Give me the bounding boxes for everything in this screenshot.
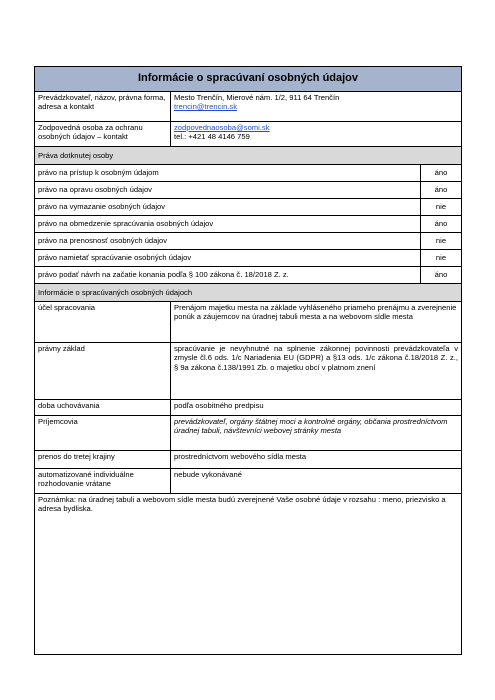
note-text: Poznámka: na úradnej tabuli a webovom sídle mesta budú zverejnené Vaše osobné údaje v rozsahu : meno, priezvisko a adresa bydliska. <box>35 494 462 655</box>
info-header-row <box>35 284 462 302</box>
recipients-value: prevádzkovateľ, orgány štátnej moci a kontrolné orgány, občania prostredníctvom úradnej tabuli, návštevníci webovej stránky mesta <box>171 416 462 451</box>
automated-decision-value: nebude vykonávané <box>171 469 462 494</box>
automated-decision-label: automatizované individuálne rozhodovanie vrátane <box>35 469 171 494</box>
rights-row <box>35 165 462 182</box>
automated-decision-row <box>35 469 462 494</box>
right-label: právo podať návrh na začatie konania podľa § 100 zákona č. 18/2018 Z. z. <box>35 267 421 284</box>
right-value: áno <box>421 216 462 233</box>
note-row <box>35 494 462 655</box>
transfer-value: prostredníctvom webového sídla mesta <box>171 451 462 469</box>
recipients-row <box>35 416 462 451</box>
right-label: právo na opravu osobných údajov <box>35 182 421 199</box>
rights-row <box>35 182 462 199</box>
right-value: nie <box>421 250 462 267</box>
dpo-phone: tel.: +421 48 4146 759 <box>174 132 250 142</box>
right-value: áno <box>421 267 462 284</box>
purpose-label: účel spracovania <box>35 302 171 343</box>
retention-label: doba uchovávania <box>35 400 171 416</box>
legal-basis-row <box>35 343 462 400</box>
right-value: nie <box>421 199 462 216</box>
controller-row <box>35 92 462 122</box>
right-label: právo na prístup k osobným údajom <box>35 165 421 182</box>
dpo-label: Zodpovedná osoba za ochranu osobných údajov – kontakt <box>35 122 171 147</box>
privacy-info-document <box>34 66 461 655</box>
title-row <box>35 67 462 92</box>
legal-basis-value: spracúvanie je nevyhnutné na splnenie zákonnej povinnosti prevádzkovateľa v zmysle čl.6 ods. 1/c Nariadenia EU (GDPR) a §13 ods. 1/c zákona č.18/2018 Z. z., § 9a zákona č.138/1991 Zb. o majetku obcí v platnom znení <box>171 343 462 400</box>
right-label: právo na obmedzenie spracúvania osobných údajov <box>35 216 421 233</box>
privacy-info-table <box>34 66 462 655</box>
rights-section-header: Práva dotknutej osoby <box>35 147 462 165</box>
dpo-value <box>171 122 462 147</box>
controller-value <box>171 92 462 122</box>
right-value: nie <box>421 233 462 250</box>
purpose-value: Prenájom majetku mesta na základe vyhláseného priameho prenájmu a zverejnenie ponúk a záujemcov na úradnej tabuli mesta a na webovom sídle mesta <box>171 302 462 343</box>
purpose-row <box>35 302 462 343</box>
retention-row <box>35 400 462 416</box>
retention-value: podľa osobitného predpisu <box>171 400 462 416</box>
rights-row <box>35 216 462 233</box>
controller-address: Mesto Trenčín, Mierové nám. 1/2, 911 64 Trenčín <box>174 93 340 102</box>
transfer-label: prenos do tretej krajiny <box>35 451 171 469</box>
rights-row <box>35 199 462 216</box>
controller-label: Prevádzkovateľ, názov, právna forma, adresa a kontakt <box>35 92 171 122</box>
right-label: právo na vymazanie osobných údajov <box>35 199 421 216</box>
transfer-row <box>35 451 462 469</box>
right-value: áno <box>421 182 462 199</box>
controller-email-link[interactable]: trencin@trencin.sk <box>174 102 237 112</box>
rights-row <box>35 267 462 284</box>
page-title: Informácie o spracúvaní osobných údajov <box>35 67 462 92</box>
rights-row <box>35 250 462 267</box>
right-label: právo na prenosnosť osobných údajov <box>35 233 421 250</box>
right-value: áno <box>421 165 462 182</box>
legal-basis-label: právny základ <box>35 343 171 400</box>
recipients-label: Príjemcovia <box>35 416 171 451</box>
dpo-email-link[interactable]: zodpovednaosoba@somi.sk <box>174 123 270 132</box>
dpo-row <box>35 122 462 147</box>
right-label: právo namietať spracúvanie osobných údajov <box>35 250 421 267</box>
info-section-header: Informácie o spracúvaných osobných údajoch <box>35 284 462 302</box>
rights-header-row <box>35 147 462 165</box>
rights-row <box>35 233 462 250</box>
